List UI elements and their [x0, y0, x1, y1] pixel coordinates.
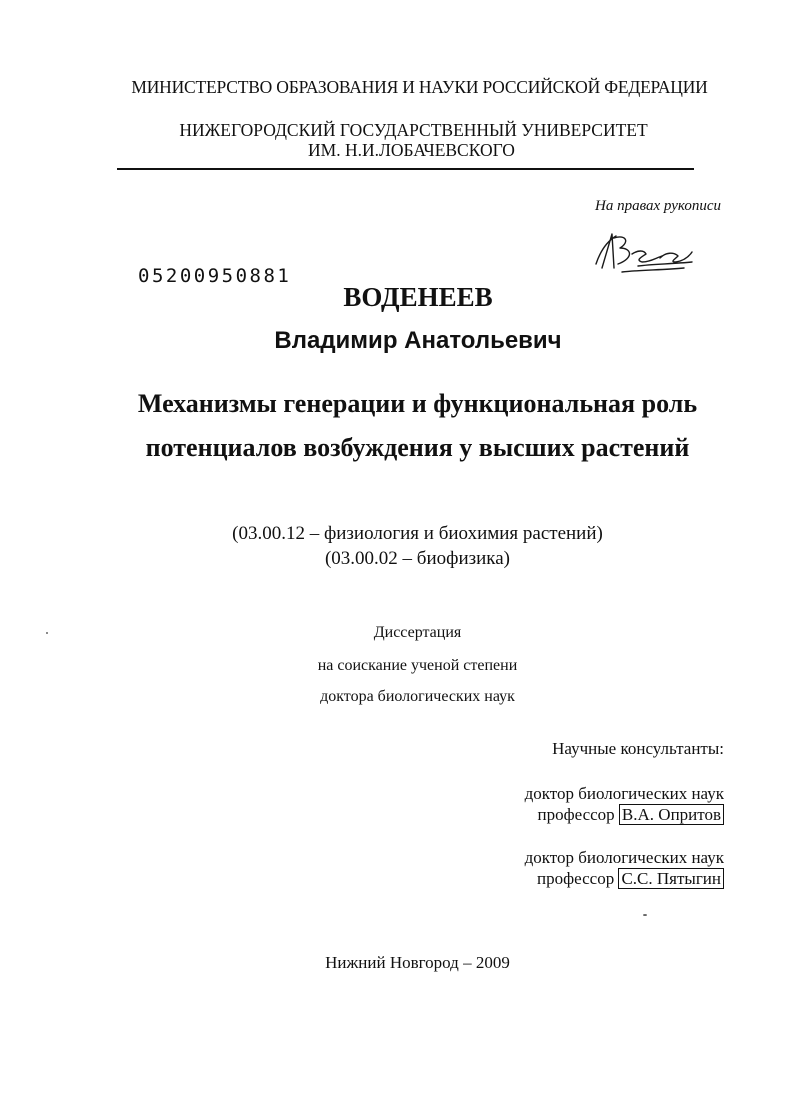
author-name: Владимир Анатольевич	[274, 327, 562, 354]
signature-icon	[592, 228, 702, 274]
scan-speck	[46, 632, 48, 634]
specialty-line2: (03.00.02 – биофизика)	[324, 548, 511, 569]
dissertation-degree: доктора биологических наук	[320, 688, 515, 705]
advisor-degree: доктор биологических наук	[524, 848, 724, 867]
advisor-degree: доктор биологических наук	[524, 784, 724, 803]
specialty-line1: (03.00.12 – физиология и биохимия растений)	[232, 523, 603, 544]
ministry-heading: МИНИСТЕРСТВО ОБРАЗОВАНИЯ И НАУКИ РОССИЙСКОЙ ФЕДЕРАЦИИ	[131, 77, 708, 97]
university-name-line2: ИМ. Н.И.ЛОБАЧЕВСКОГО	[308, 140, 515, 160]
university-name-line1: НИЖЕГОРОДСКИЙ ГОСУДАРСТВЕННЫЙ УНИВЕРСИТЕТ	[179, 120, 648, 140]
advisor-name: В.А. Опритов	[619, 804, 724, 825]
dissertation-purpose: на соискание ученой степени	[317, 657, 518, 674]
author-surname: ВОДЕНЕЕВ	[343, 282, 493, 312]
document-number: 05200950881	[138, 265, 292, 287]
thesis-title-line2: потенциалов возбуждения у высших растений	[145, 433, 690, 462]
advisors-heading: Научные консультанты:	[552, 739, 724, 758]
advisor-entry-2	[525, 847, 724, 889]
rights-note: На правах рукописи	[595, 198, 721, 214]
thesis-title-line1: Механизмы генерации и функциональная роль	[137, 389, 698, 418]
advisor-rank-line	[525, 804, 724, 825]
advisor-entry-1	[525, 783, 724, 825]
header-divider	[117, 168, 694, 170]
dissertation-label: Диссертация	[373, 624, 462, 641]
advisor-name: С.С. Пятыгин	[618, 868, 724, 889]
city-year: Нижний Новгород – 2009	[325, 953, 510, 972]
advisor-rank: профессор	[537, 805, 615, 824]
advisor-rank: профессор	[537, 869, 615, 888]
scan-speck	[643, 914, 647, 916]
advisor-rank-line	[525, 868, 724, 889]
